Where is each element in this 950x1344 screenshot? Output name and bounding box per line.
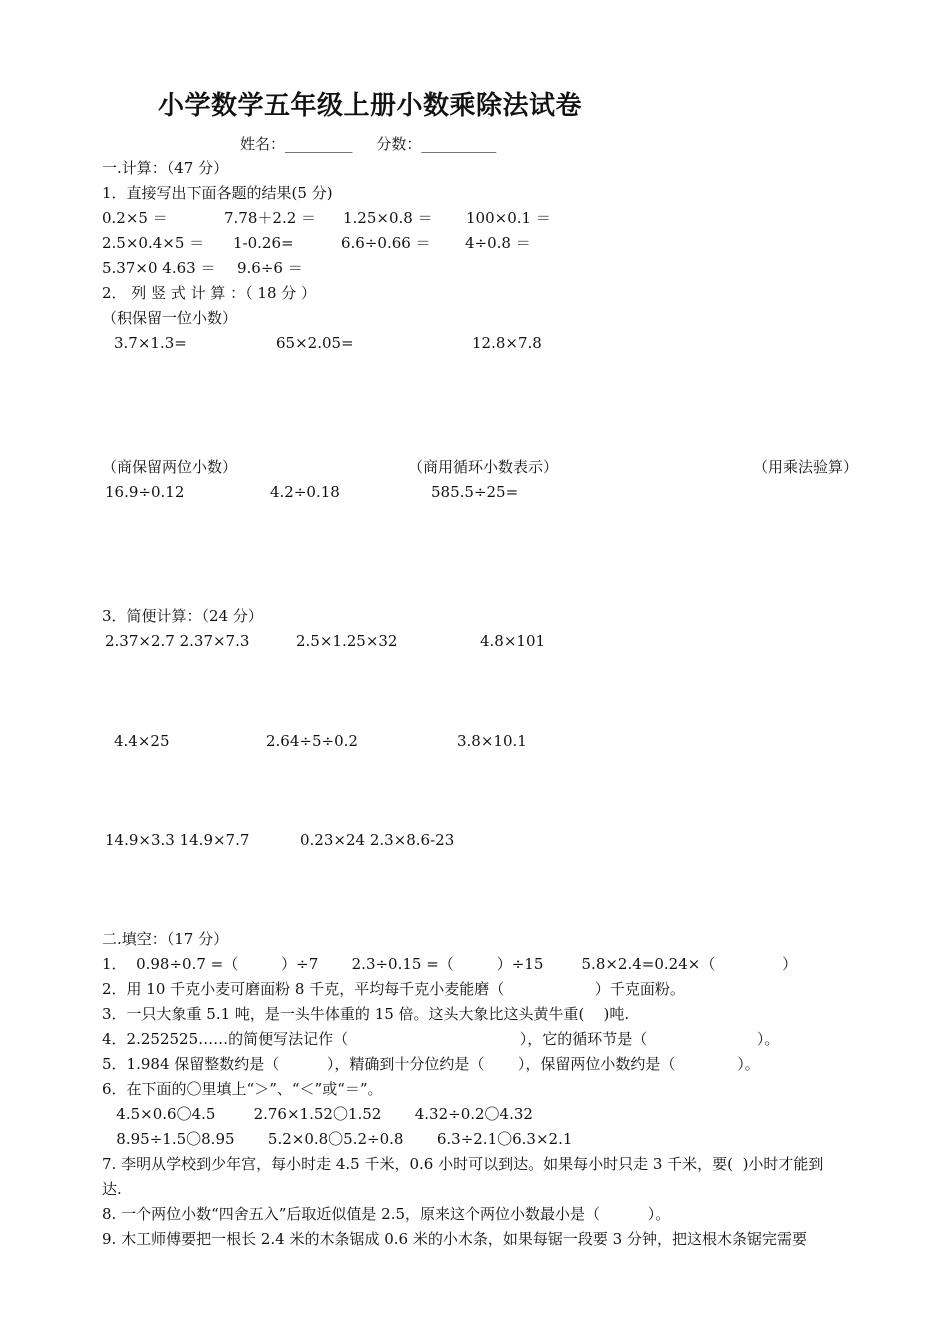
q2-note: （商保留两位小数） bbox=[102, 458, 238, 476]
q1-item: 4÷0.8 ＝ bbox=[465, 234, 531, 252]
q1-item: 1-0.26= bbox=[233, 234, 294, 252]
q1-item: 100×0.1 ＝ bbox=[466, 209, 551, 227]
fill-line: 4．2.252525……的简便写法记作（ ），它的循环节是（ ）。 bbox=[102, 1030, 780, 1048]
q3-item: 2.37×2.7 2.37×7.3 bbox=[105, 632, 250, 650]
fill-line: 8.95÷1.5〇8.95 5.2×0.8〇5.2÷0.8 6.3÷2.1〇6.3×2.1 bbox=[102, 1130, 573, 1148]
q1-heading: 1．直接写出下面各题的结果(5 分) bbox=[102, 184, 333, 202]
q3-item: 0.23×24 2.3×8.6-23 bbox=[300, 831, 455, 849]
q1-item: 9.6÷6 ＝ bbox=[237, 259, 303, 277]
q2-item: 65×2.05= bbox=[276, 334, 354, 352]
q2-item: 4.2÷0.18 bbox=[270, 483, 340, 501]
q1-item: 0.2×5 ＝ bbox=[102, 209, 168, 227]
fill-line: 7. 李明从学校到少年宫，每小时走 4.5 千米，0.6 小时可以到达。如果每小时只走 3 千米，要( )小时才能到 bbox=[102, 1155, 824, 1173]
fill-line: 5．1.984 保留整数约是（ ），精确到十分位约是（ ），保留两位小数约是（ ）。 bbox=[102, 1055, 760, 1073]
q2-note: （用乘法验算） bbox=[753, 458, 859, 476]
q3-item: 4.8×101 bbox=[480, 632, 546, 650]
q3-item: 3.8×10.1 bbox=[457, 732, 527, 750]
q1-item: 6.6÷0.66 ＝ bbox=[341, 234, 431, 252]
exam-title: 小学数学五年级上册小数乘除法试卷 bbox=[158, 91, 583, 121]
fill-line: 9. 木工师傅要把一根长 2.4 米的木条锯成 0.6 米的小木条，如果每锯一段要 3 分钟，把这根木条锯完需要 bbox=[102, 1230, 807, 1248]
fill-line: 2．用 10 千克小麦可磨面粉 8 千克，平均每千克小麦能磨（ ）千克面粉。 bbox=[102, 980, 685, 998]
name-score-line: 姓名：_________ 分数：__________ bbox=[240, 135, 497, 153]
q1-item: 7.78＋2.2 ＝ bbox=[224, 209, 317, 227]
q1-item: 1.25×0.8 ＝ bbox=[343, 209, 433, 227]
q3-item: 4.4×25 bbox=[114, 732, 170, 750]
q3-item: 14.9×3.3 14.9×7.7 bbox=[105, 831, 250, 849]
q3-item: 2.64÷5÷0.2 bbox=[266, 732, 358, 750]
q1-item: 5.37×0 4.63 ＝ bbox=[102, 259, 216, 277]
q2-item: 585.5÷25= bbox=[431, 483, 519, 501]
q2-item: 12.8×7.8 bbox=[472, 334, 542, 352]
fill-line: 8. 一个两位小数“四舍五入”后取近似值是 2.5，原来这个两位小数最小是（ ）。 bbox=[102, 1205, 671, 1223]
q2-note: （积保留一位小数） bbox=[102, 309, 238, 327]
section2-heading: 二.填空：（17 分） bbox=[102, 930, 229, 948]
q3-heading: 3．简便计算：（24 分） bbox=[102, 607, 263, 625]
q1-item: 2.5×0.4×5 ＝ bbox=[102, 234, 205, 252]
q2-note: （商用循环小数表示） bbox=[408, 458, 559, 476]
fill-line: 1． 0.98÷0.7 =（ ）÷7 2.3÷0.15 =（ ）÷15 5.8×2.4=0.24×（ ） bbox=[102, 955, 798, 973]
fill-line: 3．一只大象重 5.1 吨，是一头牛体重的 15 倍。这头大象比这头黄牛重( )吨. bbox=[102, 1005, 630, 1023]
section1-heading: 一.计算：（47 分） bbox=[102, 159, 229, 177]
q3-item: 2.5×1.25×32 bbox=[296, 632, 398, 650]
q2-heading: 2． 列 竖 式 计 算 ：（ 18 分 ） bbox=[102, 284, 317, 302]
fill-line: 4.5×0.6〇4.5 2.76×1.52〇1.52 4.32÷0.2〇4.32 bbox=[102, 1105, 533, 1123]
q2-item: 16.9÷0.12 bbox=[105, 483, 185, 501]
fill-line: 6．在下面的〇里填上“＞”、“＜”或“＝”。 bbox=[102, 1080, 383, 1098]
q2-item: 3.7×1.3= bbox=[114, 334, 187, 352]
fill-line: 达. bbox=[102, 1180, 122, 1198]
